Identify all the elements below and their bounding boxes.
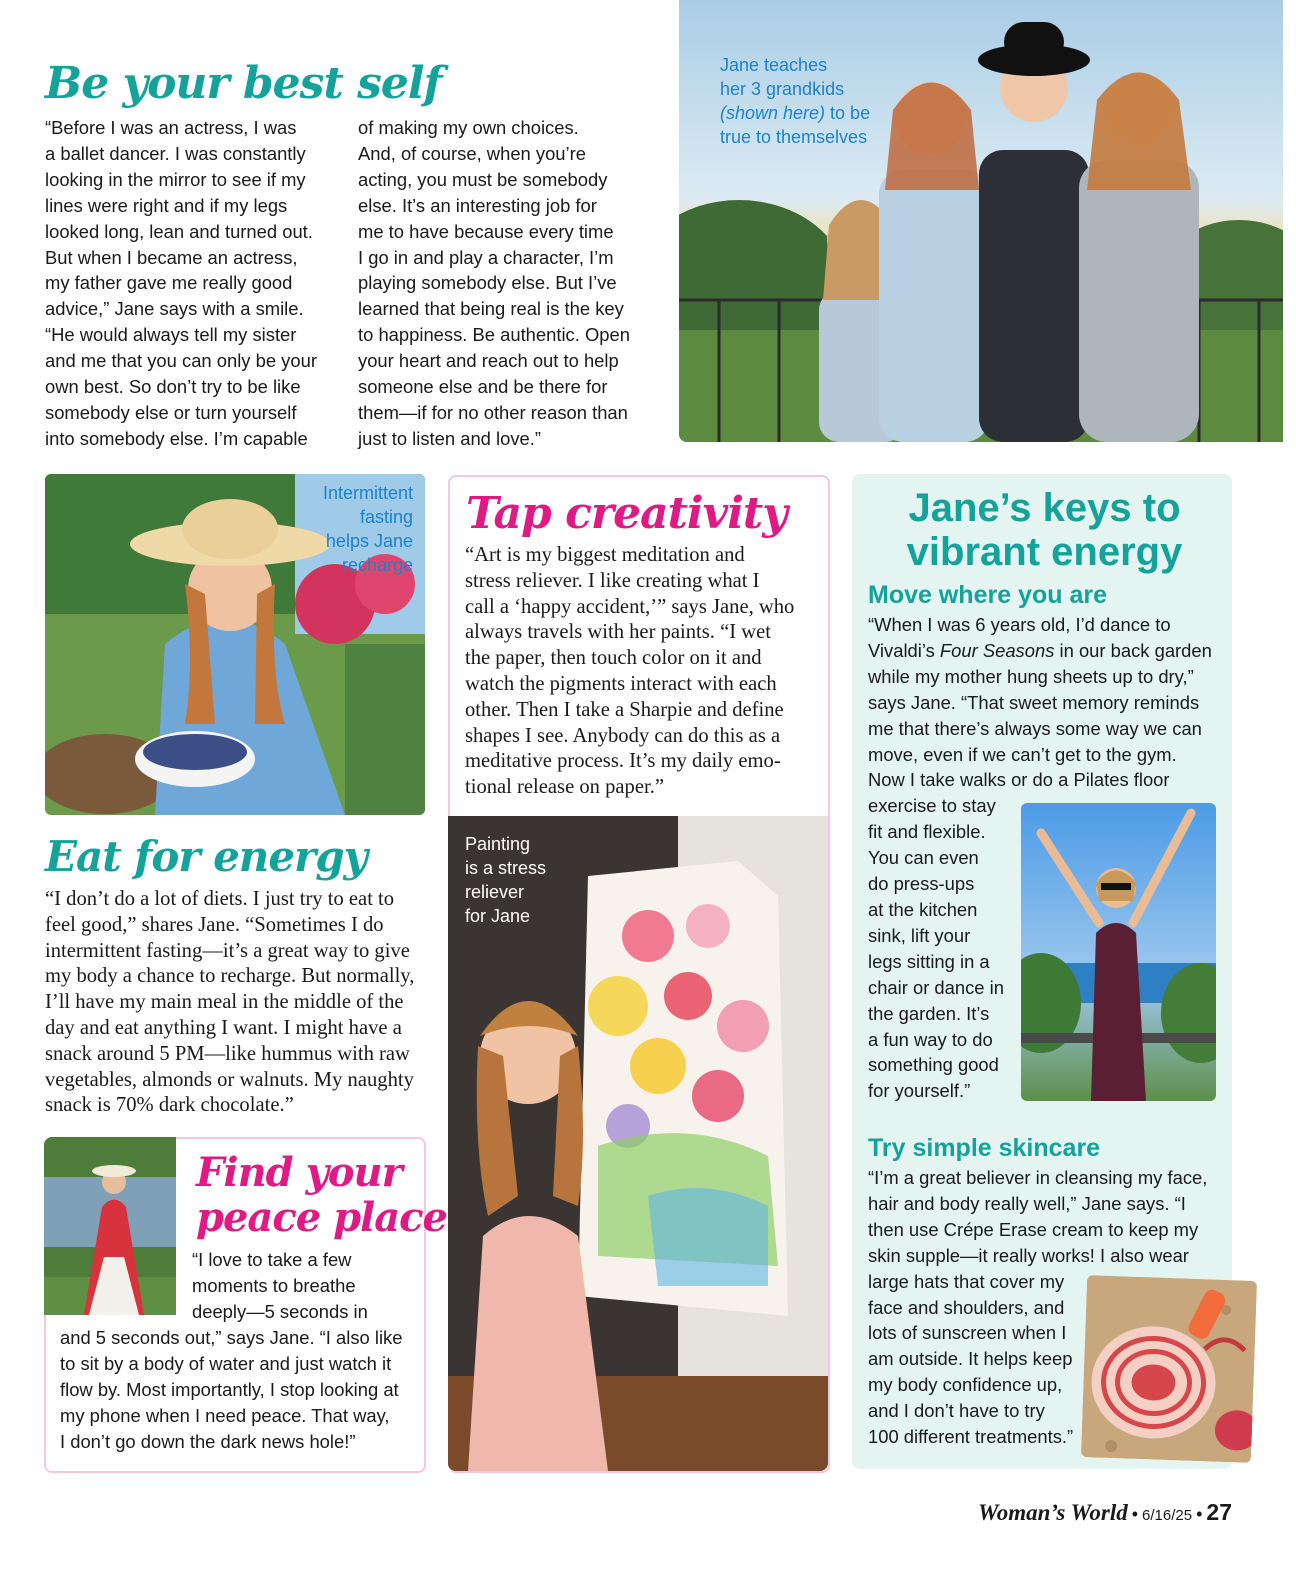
eat-energy-text xyxy=(45,887,414,1119)
text-line: lots of sunscreen when I xyxy=(868,1322,1067,1344)
text-line: legs sitting in a xyxy=(868,950,990,972)
painting-photo-caption xyxy=(465,832,546,928)
best-self-column-1 xyxy=(45,115,317,452)
text-line: vegetables, almonds or walnuts. My naughty xyxy=(45,1068,414,1091)
text-italic: Four Seasons xyxy=(939,639,1055,661)
text-line: You can even xyxy=(868,847,979,869)
text-line: the paper, then touch color on it and xyxy=(465,647,762,670)
text-line: lines were right and if my legs xyxy=(45,194,288,216)
peace-place-title xyxy=(196,1150,447,1240)
tap-creativity-title: Tap creativity xyxy=(466,488,787,539)
text-line: me that there’s always some way we can xyxy=(868,717,1202,739)
footer-bullet: • xyxy=(1196,1504,1203,1524)
text-line: call a ‘happy accident,’” says Jane, who xyxy=(465,595,795,618)
text-line: a fun way to do xyxy=(868,1028,993,1050)
best-self-title: Be your best self xyxy=(45,58,442,109)
text-line: I don’t go down the dark news hole!” xyxy=(60,1430,356,1452)
caption-italic: (shown here) xyxy=(720,103,826,123)
tap-creativity-text xyxy=(465,543,794,801)
text-line: deeply—5 seconds in xyxy=(192,1300,368,1322)
text-line: playing somebody else. But I’ve xyxy=(358,272,617,294)
text-line: my body a chance to recharge. But normally, xyxy=(45,965,415,988)
text-line: my body confidence up, xyxy=(868,1374,1063,1396)
text-line: “I love to take a few xyxy=(192,1249,352,1270)
caption-line: helps Jane xyxy=(325,531,413,551)
text-line: for yourself.” xyxy=(868,1080,971,1102)
text-line: looking in the mirror to see if my xyxy=(45,168,306,190)
text-line: sink, lift your xyxy=(868,924,971,946)
text-line: advice,” Jane says with a smile. xyxy=(45,298,304,320)
text-line: own best. So don’t try to be like xyxy=(45,376,301,398)
caption-line: for Jane xyxy=(465,906,531,926)
text-line: am outside. It helps keep xyxy=(868,1348,1073,1370)
text-line: acting, you must be somebody xyxy=(358,168,608,190)
text-line: fit and flexible. xyxy=(868,821,986,843)
text-line: somebody else or turn yourself xyxy=(45,401,297,423)
page-footer xyxy=(978,1499,1232,1526)
text-line: intermittent fasting—it’s a great way to give xyxy=(45,939,410,962)
text-line: chair or dance in xyxy=(868,976,1004,998)
text-line: And, of course, when you’re xyxy=(358,142,586,164)
text-line: of making my own choices. xyxy=(358,117,579,138)
text-line: someone else and be there for xyxy=(358,376,608,398)
text-line: snack around 5 PM—like hummus with raw xyxy=(45,1042,410,1065)
text-line: feel good,” shares Jane. “Sometimes I do xyxy=(45,913,384,936)
text-line: exercise to stay xyxy=(868,795,996,817)
text-line: at the kitchen xyxy=(868,898,978,920)
text-line: move, even if we can’t get to the gym. xyxy=(868,743,1177,765)
best-self-column-2 xyxy=(358,115,630,452)
sunhat-photo xyxy=(1081,1275,1257,1463)
title-line: peace place xyxy=(196,1194,447,1241)
text-run: in our back garden xyxy=(1054,639,1212,661)
title-line: Jane’s keys to xyxy=(908,486,1181,530)
text-line: says Jane. “That sweet memory reminds xyxy=(868,691,1200,713)
fasting-photo-caption xyxy=(245,481,413,577)
text-line: and I don’t have to try xyxy=(868,1400,1045,1422)
caption-line: Jane teaches xyxy=(720,55,828,75)
footer-bullet: • xyxy=(1131,1504,1139,1524)
text-line: I’ll have my main meal in the middle of the xyxy=(45,991,404,1014)
text-line: shapes I see. Anybody can do this as a xyxy=(465,724,781,747)
text-line: watch the pigments interact with each xyxy=(465,672,777,695)
text-line: day and eat anything I want. I might have a xyxy=(45,1016,402,1039)
text-line: and me that you can only be your xyxy=(45,350,317,372)
text-line: to sit by a body of water and just watch it xyxy=(60,1352,392,1374)
family-photo-caption xyxy=(720,53,870,149)
caption-line: her 3 grandkids xyxy=(720,79,845,99)
text-line: “Before I was an actress, I was xyxy=(45,117,297,138)
text-line: “I’m a great believer in cleansing my face, xyxy=(868,1167,1208,1188)
caption-line: Intermittent xyxy=(322,483,413,503)
text-line: my father gave me really good xyxy=(45,272,293,294)
caption-line: is a stress xyxy=(465,858,547,878)
text-line: hair and body really well,” Jane says. “I xyxy=(868,1192,1186,1214)
page-number: 27 xyxy=(1206,1499,1232,1525)
exercise-photo xyxy=(1021,803,1216,1101)
text-line: me to have because every time xyxy=(358,220,614,242)
text-line: flow by. Most importantly, I stop looking at xyxy=(60,1378,399,1400)
caption-line: true to themselves xyxy=(720,127,868,147)
title-line: vibrant energy xyxy=(906,530,1183,574)
text-line: something good xyxy=(868,1054,999,1076)
text-line: “When I was 6 years old, I’d dance to xyxy=(868,614,1171,635)
text-line: while my mother hung sheets up to dry,” xyxy=(868,665,1194,687)
text-line: other. Then I take a Sharpie and define xyxy=(465,698,784,721)
caption-line: fasting xyxy=(359,507,413,527)
peace-place-photo xyxy=(44,1137,176,1315)
sidebar-title xyxy=(852,486,1237,574)
caption-text: to be xyxy=(825,103,871,123)
text-line: your heart and reach out to help xyxy=(358,350,619,372)
text-line: “Art is my biggest meditation and xyxy=(465,544,745,566)
title-line: Find your xyxy=(196,1149,402,1196)
text-line: a ballet dancer. I was constantly xyxy=(45,142,306,164)
text-line: “I don’t do a lot of diets. I just try to eat to xyxy=(45,888,395,910)
text-line: tional release on paper.” xyxy=(465,776,664,799)
text-line: and 5 seconds out,” says Jane. “I also like xyxy=(60,1327,403,1348)
text-line: looked long, lean and turned out. xyxy=(45,220,313,242)
eat-energy-title: Eat for energy xyxy=(45,832,367,881)
text-line: Now I take walks or do a Pilates floor xyxy=(868,769,1170,791)
skincare-heading: Try simple skincare xyxy=(868,1134,1101,1162)
text-line: just to listen and love.” xyxy=(358,427,541,449)
magazine-name: Woman’s World xyxy=(977,1500,1128,1525)
text-line: them—if for no other reason than xyxy=(358,401,628,423)
peace-place-text-top xyxy=(192,1247,368,1325)
text-line: do press-ups xyxy=(868,873,975,895)
caption-line: recharge xyxy=(341,555,413,575)
text-line: stress reliever. I like creating what I xyxy=(465,569,760,592)
text-line: large hats that cover my xyxy=(868,1270,1065,1292)
text-line: moments to breathe xyxy=(192,1274,356,1296)
text-line: 100 different treatments.” xyxy=(868,1426,1074,1448)
text-line: But when I became an actress, xyxy=(45,246,298,268)
text-line: meditative process. It’s my daily emo- xyxy=(465,750,781,773)
text-line: I go in and play a character, I’m xyxy=(358,246,614,268)
caption-line xyxy=(720,101,870,125)
text-line: face and shoulders, and xyxy=(868,1296,1065,1318)
text-line: the garden. It’s xyxy=(868,1002,990,1024)
text-line: always travels with her paints. “I wet xyxy=(465,621,771,644)
text-line xyxy=(868,638,1212,664)
caption-line: reliever xyxy=(465,882,525,902)
text-line: then use Crépe Erase cream to keep my xyxy=(868,1218,1199,1240)
text-line: my phone when I need peace. That way, xyxy=(60,1404,390,1426)
text-line: snack is 70% dark chocolate.” xyxy=(45,1094,294,1117)
text-line: “He would always tell my sister xyxy=(45,324,297,346)
text-line: into somebody else. I’m capable xyxy=(45,427,308,449)
issue-date: 6/16/25 xyxy=(1142,1507,1193,1524)
text-line: to happiness. Be authentic. Open xyxy=(358,324,630,346)
text-run: Vivaldi’s xyxy=(868,639,940,661)
text-line: skin supple—it really works! I also wear xyxy=(868,1244,1189,1266)
text-line: learned that being real is the key xyxy=(358,298,624,320)
text-line: else. It’s an interesting job for xyxy=(358,194,597,216)
caption-line: Painting xyxy=(465,834,531,854)
peace-place-text-bottom xyxy=(60,1325,402,1455)
move-heading: Move where you are xyxy=(868,581,1107,609)
